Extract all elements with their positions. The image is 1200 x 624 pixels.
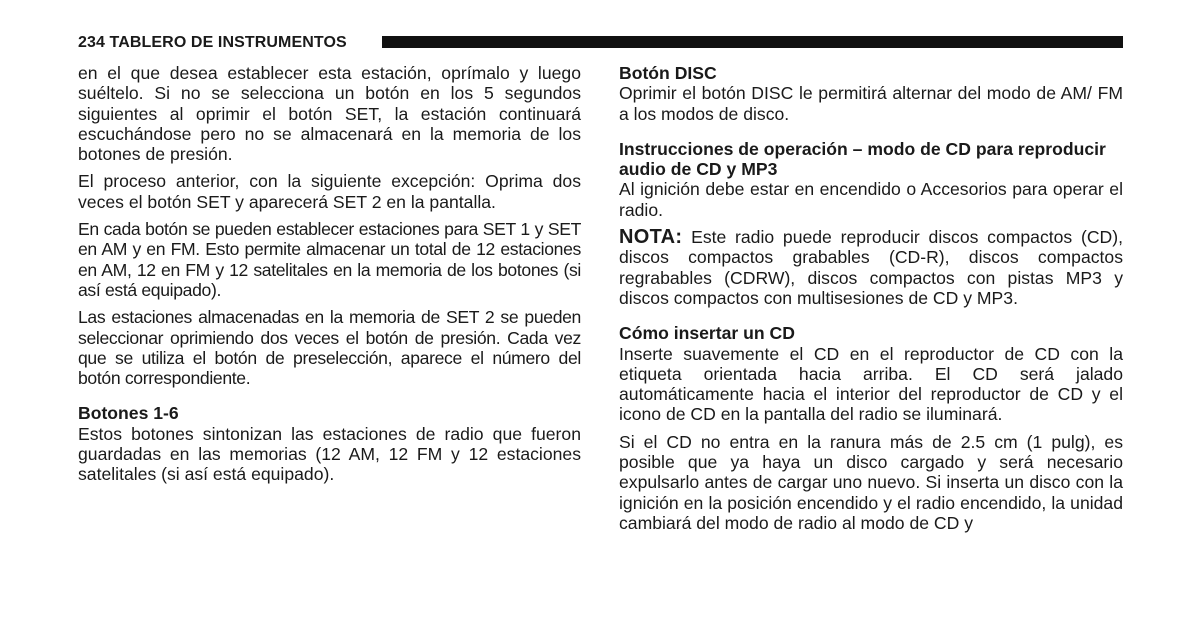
paragraph-cd-slot: Si el CD no entra en la ranura más de 2.5 cm (1 pulg), es posible que ya haya un disco cargado y será necesario expulsarlo antes de cargar uno nuevo. Si inserta un disco con la ignición en la posición encendido y el radio encendido, la unidad cambiará del modo de radio al modo de CD y: [619, 431, 1123, 533]
note-text: Este radio puede reproducir discos compactos (CD), discos compactos grabables (CD-R), discos compactos regrabables (CDRW), discos compactos con pistas MP3 y discos compactos con multisesiones de CD y MP3.: [619, 227, 1123, 308]
heading-cd-instructions: Instrucciones de operación – modo de CD para reproducir audio de CD y MP3: [619, 138, 1106, 180]
page-title: 234 TABLERO DE INSTRUMENTOS: [78, 34, 347, 51]
paragraph-botones: Estos botones sintonizan las estaciones de radio que fueron guardadas en las memorias (12 AM, 12 FM y 12 estaciones satelitales (si así está equipado).: [78, 423, 581, 485]
paragraph-ignition: Al ignición debe estar en encendido o Accesorios para operar el radio.: [619, 179, 1123, 220]
heading-insert-cd: Cómo insertar un CD: [619, 323, 795, 344]
heading-botones: Botones 1-6: [78, 403, 179, 424]
paragraph-store-station: en el que desea establecer esta estación, oprímalo y luego suéltelo. Si no se selecciona un botón en los 5 segundos siguientes al oprimir el botón SET, la estación continuará escuchándose pero no se almacenará en la memoria de los botones de presión.: [78, 63, 581, 165]
paragraph-set2-memory: Las estaciones almacenadas en la memoria de SET 2 se pueden seleccionar oprimiendo dos veces el botón de presión. Cada vez que se utiliza el botón de preselección, aparece el número del botón correspondiente.: [78, 307, 581, 389]
header-rule: [382, 36, 1123, 48]
paragraph-insert-cd: Inserte suavemente el CD en el reproductor de CD con la etiqueta orientada hacia arriba. El CD será jalado automáticamente hacia el interior del reproductor de CD y el icono de CD en la pantalla del radio se iluminará.: [619, 343, 1123, 425]
note-label: NOTA:: [619, 226, 683, 249]
heading-disc-button: Botón DISC: [619, 63, 717, 83]
paragraph-station-capacity: En cada botón se pueden establecer estaciones para SET 1 y SET en AM y en FM. Esto permite almacenar un total de 12 estaciones en AM, 12 en FM y 12 satelitales en la memoria de los botones (si así está equipado).: [78, 219, 581, 300]
page-header: [78, 33, 1123, 53]
left-column: [78, 63, 581, 492]
note-paragraph: [619, 227, 1123, 308]
right-column: [619, 63, 1123, 540]
paragraph-set2-process: El proceso anterior, con la siguiente excepción: Oprima dos veces el botón SET y aparecerá SET 2 en la pantalla.: [78, 171, 581, 212]
paragraph-disc-button: Oprimir el botón DISC le permitirá alternar del modo de AM/ FM a los modos de disco.: [619, 83, 1123, 124]
